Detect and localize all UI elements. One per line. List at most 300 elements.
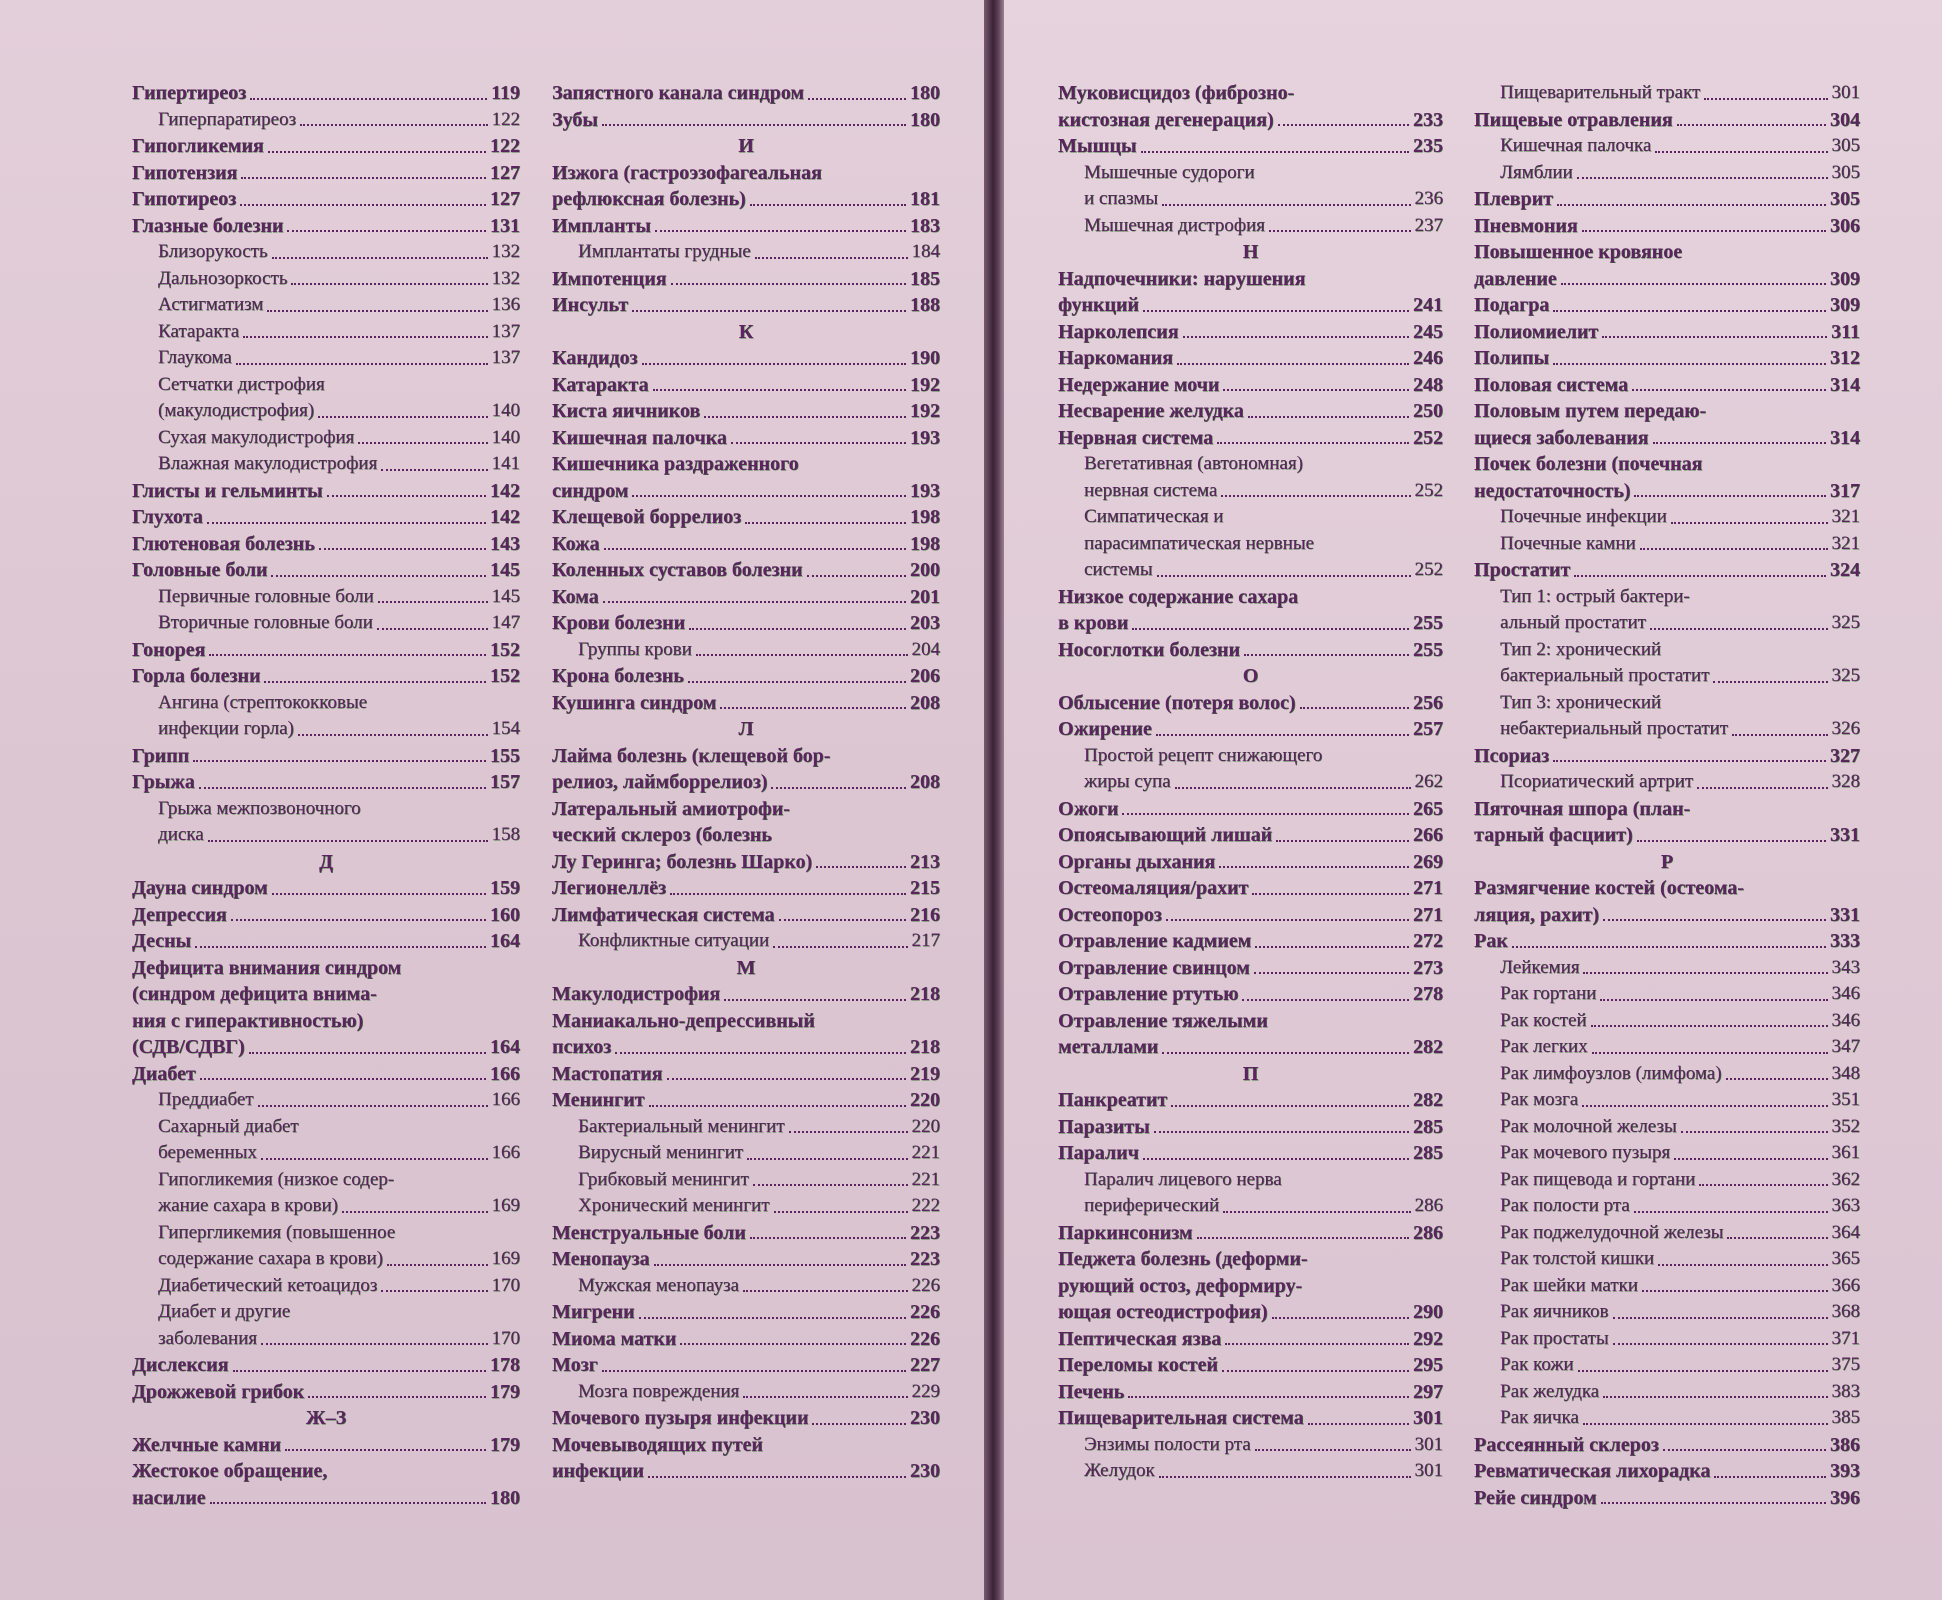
index-subentry <box>132 319 520 346</box>
entry-title: Гипогликемия (низкое содер- <box>158 1168 395 1190</box>
book-gutter <box>984 0 1004 1600</box>
entry-title: Опоясывающий лишай <box>1058 824 1273 846</box>
entry-title: Группы крови <box>578 638 692 660</box>
entry-title: Дальнозоркость <box>158 267 288 289</box>
entry-title: Крона болезнь <box>552 665 684 687</box>
dot-leader <box>632 310 906 312</box>
entry-title: Мужская менопауза <box>578 1274 739 1296</box>
page-number: 368 <box>1831 1301 1860 1322</box>
dot-leader <box>1217 442 1409 444</box>
index-entry <box>1474 213 1860 240</box>
dot-leader <box>632 495 906 497</box>
dot-leader <box>1553 363 1826 365</box>
dot-leader <box>1242 999 1409 1001</box>
index-entry <box>1058 1008 1443 1035</box>
dot-leader <box>319 548 486 550</box>
page-number: 272 <box>1413 930 1443 952</box>
dot-leader <box>680 1343 906 1345</box>
dot-leader <box>648 1476 906 1478</box>
dot-leader <box>1704 98 1827 100</box>
page-number: 140 <box>491 400 520 421</box>
page-number: 127 <box>490 161 520 184</box>
entry-title: Глухота <box>132 506 203 528</box>
dot-leader <box>812 1423 906 1425</box>
index-subentry <box>132 1246 520 1273</box>
page-number: 137 <box>491 347 520 368</box>
entry-title: Ревматическая лихорадка <box>1474 1460 1711 1482</box>
index-entry <box>1058 902 1443 929</box>
entry-title: насилие <box>132 1486 206 1509</box>
index-entry <box>552 557 940 584</box>
index-entry <box>1058 345 1443 372</box>
entry-title: психоз <box>552 1036 612 1058</box>
index-entry <box>1474 292 1860 319</box>
page-number: 201 <box>910 585 940 608</box>
entry-title: Мочевыводящих путей <box>552 1433 763 1456</box>
page-number: 393 <box>1830 1460 1860 1482</box>
entry-title: Вегетативная (автономная) <box>1084 453 1303 474</box>
page-number: 184 <box>911 241 940 262</box>
index-entry <box>1474 266 1860 293</box>
index-entry <box>552 981 940 1008</box>
page-number: 218 <box>910 983 940 1005</box>
entry-title: Сахарный диабет <box>158 1115 299 1137</box>
dot-leader <box>808 98 906 100</box>
entry-title: Грибковый менингит <box>578 1168 749 1190</box>
entry-title: (синдром дефицита внима- <box>132 983 377 1005</box>
page-number: 193 <box>910 426 940 449</box>
dot-leader <box>387 1264 488 1266</box>
index-subentry <box>1474 1061 1860 1088</box>
entry-title: Рак простаты <box>1500 1327 1609 1349</box>
entry-title: ющая остеодистрофия) <box>1058 1301 1268 1323</box>
index-entry <box>1058 266 1443 293</box>
index-entry <box>1058 398 1443 425</box>
entry-title: Жестокое обращение, <box>132 1460 328 1482</box>
dot-leader <box>1613 1343 1828 1345</box>
index-entry <box>552 902 940 929</box>
index-entry <box>132 1352 520 1379</box>
entry-title: Гипотиреоз <box>132 188 237 210</box>
index-entry <box>552 345 940 372</box>
page-number: 236 <box>1414 188 1443 209</box>
entry-title: Астигматизм <box>158 294 264 315</box>
dot-leader <box>1583 972 1827 974</box>
dot-leader <box>1225 1343 1409 1345</box>
index-column-2 <box>552 80 940 1485</box>
dot-leader <box>207 522 486 524</box>
page-number: 169 <box>491 1195 520 1216</box>
page-number: 229 <box>911 1380 940 1402</box>
dot-leader <box>1727 1237 1827 1239</box>
index-subentry <box>1058 557 1443 584</box>
entry-title: Недержание мочи <box>1058 373 1220 396</box>
entry-title: Сухая макулодистрофия <box>158 426 355 448</box>
index-entry <box>552 1326 940 1353</box>
entry-title: Рак полости рта <box>1500 1195 1630 1216</box>
index-entry <box>132 1485 520 1512</box>
page-number: 192 <box>910 373 940 396</box>
index-entry <box>1058 107 1443 134</box>
entry-title: функций <box>1058 294 1139 316</box>
dot-leader <box>771 787 906 789</box>
page-number: 169 <box>491 1248 520 1269</box>
page-number: 227 <box>910 1354 940 1376</box>
entry-title: Пневмония <box>1474 214 1578 237</box>
entry-title: релиоз, лаймборрелиоз) <box>552 771 768 793</box>
index-entry <box>552 478 940 505</box>
page-number: 305 <box>1830 188 1860 210</box>
dot-leader <box>696 654 908 656</box>
page-number: 363 <box>1831 1195 1860 1216</box>
entry-title: Горла болезни <box>132 665 261 687</box>
dot-leader <box>1574 575 1826 577</box>
dot-leader <box>342 1211 488 1213</box>
dot-leader <box>807 575 906 577</box>
entry-title: Псориатический артрит <box>1500 771 1694 792</box>
entry-title: Кожа <box>552 532 600 555</box>
page-number: 314 <box>1830 373 1860 396</box>
entry-title: Кома <box>552 585 599 608</box>
dot-leader <box>789 1131 908 1133</box>
entry-title: в крови <box>1058 612 1129 634</box>
page-number: 321 <box>1831 532 1860 554</box>
page-number: 271 <box>1413 903 1443 926</box>
entry-title: Конфликтные ситуации <box>578 930 770 951</box>
index-entry <box>552 531 940 558</box>
entry-title: Рак гортани <box>1500 983 1597 1004</box>
entry-title: Половая система <box>1474 373 1629 396</box>
page-number: 285 <box>1413 1115 1443 1138</box>
index-entry <box>552 213 940 240</box>
index-entry <box>1474 451 1860 478</box>
page-number: 179 <box>490 1380 520 1403</box>
index-subentry <box>132 239 520 266</box>
page-number: 221 <box>911 1168 940 1190</box>
page-number: 250 <box>1413 400 1443 422</box>
entry-title: Крови болезни <box>552 612 686 634</box>
dot-leader <box>1154 1131 1409 1133</box>
dot-leader <box>1308 1423 1409 1425</box>
entry-title: Пищевые отравления <box>1474 108 1673 131</box>
entry-title: Муковисцидоз (фиброзно- <box>1058 82 1295 104</box>
index-entry <box>1474 345 1860 372</box>
entry-title: Рассеянный склероз <box>1474 1433 1659 1456</box>
letter-heading: Н <box>1242 241 1259 263</box>
entry-title: Рак <box>1474 930 1508 952</box>
index-subentry <box>1474 637 1860 664</box>
entry-title: Рак мозга <box>1500 1089 1579 1110</box>
dot-leader <box>1602 336 1827 338</box>
dot-leader <box>195 946 486 948</box>
entry-title: Дефицита внимания синдром <box>132 956 402 979</box>
page-number: 317 <box>1830 479 1860 502</box>
entry-title: Тип 2: хронический <box>1500 638 1662 660</box>
entry-title: Плеврит <box>1474 188 1553 210</box>
entry-title: Паразиты <box>1058 1115 1150 1138</box>
dot-leader <box>377 628 488 630</box>
index-subentry <box>132 345 520 372</box>
entry-title: Дрожжевой грибок <box>132 1380 305 1403</box>
index-subentry <box>1058 743 1443 770</box>
dot-leader <box>1162 204 1411 206</box>
page-number: 331 <box>1830 903 1860 926</box>
index-entry <box>552 690 940 717</box>
index-column-1 <box>132 80 520 1511</box>
entry-title: нервная система <box>1084 479 1218 501</box>
dot-leader <box>243 336 487 338</box>
index-entry <box>1474 478 1860 505</box>
index-subentry <box>1474 160 1860 187</box>
entry-title: Пищеварительный тракт <box>1500 82 1701 103</box>
index-subentry <box>132 107 520 134</box>
page-number: 122 <box>491 108 520 130</box>
entry-title: Вирусный менингит <box>578 1142 744 1163</box>
index-entry <box>132 1379 520 1406</box>
dot-leader <box>1219 866 1409 868</box>
dot-leader <box>755 257 908 259</box>
page-number: 346 <box>1831 983 1860 1004</box>
dot-leader <box>236 363 488 365</box>
index-subentry <box>1474 769 1860 796</box>
index-entry <box>132 80 520 107</box>
dot-leader <box>1143 310 1409 312</box>
index-subentry <box>132 425 520 452</box>
entry-title: Глютеновая болезнь <box>132 532 315 555</box>
dot-leader <box>1655 151 1827 153</box>
page-number: 158 <box>491 824 520 845</box>
entry-title: Рак кожи <box>1500 1354 1574 1375</box>
dot-leader <box>358 442 487 444</box>
entry-title: Имплантаты грудные <box>578 241 751 262</box>
index-entry <box>1474 186 1860 213</box>
entry-title: Переломы костей <box>1058 1354 1218 1376</box>
index-entry <box>552 1087 940 1114</box>
index-entry <box>552 1299 940 1326</box>
page-number: 200 <box>910 559 940 581</box>
page-number: 185 <box>910 267 940 290</box>
entry-title: Дауна синдром <box>132 877 268 899</box>
index-entry <box>1058 1220 1443 1247</box>
entry-title: Несварение желудка <box>1058 400 1244 422</box>
index-entry <box>1058 133 1443 160</box>
entry-title: Рак костей <box>1500 1009 1587 1031</box>
dot-leader <box>667 1078 907 1080</box>
index-entry <box>1058 292 1443 319</box>
page-number: 328 <box>1831 771 1860 792</box>
page-number: 292 <box>1413 1327 1443 1350</box>
index-subentry <box>132 584 520 611</box>
entry-title: Влажная макулодистрофия <box>158 453 378 474</box>
page-number: 220 <box>910 1089 940 1111</box>
dot-leader <box>1252 893 1409 895</box>
letter-heading: Л <box>738 718 754 740</box>
index-subentry <box>1474 1193 1860 1220</box>
entry-title: Диабетический кетоацидоз <box>158 1274 378 1296</box>
page-number: 170 <box>491 1274 520 1296</box>
dot-leader <box>1713 681 1827 683</box>
page-number: 143 <box>490 532 520 555</box>
page-number: 166 <box>491 1089 520 1110</box>
index-subentry <box>1474 504 1860 531</box>
index-entry <box>1058 610 1443 637</box>
entry-title: Рак лимфоузлов (лимфома) <box>1500 1062 1722 1084</box>
index-subentry <box>1474 716 1860 743</box>
index-entry <box>132 928 520 955</box>
dot-leader <box>1642 1290 1828 1292</box>
dot-leader <box>743 1396 907 1398</box>
index-subentry <box>1058 504 1443 531</box>
page-number: 306 <box>1830 214 1860 237</box>
page-number: 269 <box>1413 850 1443 873</box>
index-entry <box>1474 425 1860 452</box>
entry-title: кистозная дегенерация) <box>1058 108 1274 131</box>
page-number: 255 <box>1413 612 1443 634</box>
index-entry <box>1058 1114 1443 1141</box>
page-number: 290 <box>1413 1301 1443 1323</box>
page-number: 226 <box>910 1327 940 1350</box>
index-subentry <box>552 1193 940 1220</box>
entry-title: рующий остоз, деформиру- <box>1058 1274 1303 1297</box>
dot-leader <box>720 707 906 709</box>
entry-title: Первичные головные боли <box>158 585 374 607</box>
entry-title: Бактериальный менингит <box>578 1115 785 1137</box>
dot-leader <box>1300 707 1409 709</box>
page-number: 257 <box>1413 718 1443 740</box>
index-entry <box>552 1246 940 1273</box>
page-number: 325 <box>1831 612 1860 633</box>
page-number: 226 <box>911 1274 940 1296</box>
index-entry <box>1058 875 1443 902</box>
index-subentry <box>132 266 520 293</box>
index-subentry <box>1058 769 1443 796</box>
entry-title: Печень <box>1058 1380 1125 1403</box>
dot-leader <box>1653 442 1826 444</box>
index-subentry <box>552 1140 940 1167</box>
index-subentry <box>1474 1220 1860 1247</box>
page-number: 375 <box>1831 1354 1860 1375</box>
dot-leader <box>378 601 488 603</box>
index-entry <box>1474 1432 1860 1459</box>
page-number: 286 <box>1413 1221 1443 1244</box>
dot-leader <box>233 1370 486 1372</box>
entry-title: Гипогликемия <box>132 135 264 157</box>
entry-title: Диабет и другие <box>158 1301 291 1322</box>
dot-leader <box>816 866 906 868</box>
page-number: 170 <box>491 1327 520 1349</box>
dot-leader <box>750 1237 906 1239</box>
index-subentry <box>1474 1114 1860 1141</box>
entry-title: Надпочечники: нарушения <box>1058 267 1306 290</box>
index-subentry <box>552 239 940 266</box>
dot-leader <box>287 230 486 232</box>
entry-title: инфекции горла) <box>158 718 294 739</box>
page-number: 352 <box>1831 1115 1860 1137</box>
entry-title: Миома матки <box>552 1327 677 1350</box>
index-entry <box>132 1008 520 1035</box>
page-number: 208 <box>910 691 940 714</box>
dot-leader <box>272 893 486 895</box>
entry-title: Лейкемия <box>1500 956 1580 978</box>
index-subentry <box>132 372 520 399</box>
index-subentry <box>1058 186 1443 213</box>
index-entry <box>1474 319 1860 346</box>
page-number: 233 <box>1413 108 1443 131</box>
entry-title: (макулодистрофия) <box>158 400 315 421</box>
page-number: 178 <box>490 1354 520 1376</box>
page-number: 266 <box>1413 824 1443 846</box>
entry-title: Маниакально-депрессивный <box>552 1009 815 1032</box>
dot-leader <box>688 681 906 683</box>
page-number: 301 <box>1414 1433 1443 1455</box>
dot-leader <box>1697 787 1827 789</box>
entry-title: парасимпатическая нервные <box>1084 532 1314 554</box>
dot-leader <box>602 124 906 126</box>
entry-title: Ангина (стрептококковые <box>158 691 368 713</box>
page-number: 343 <box>1831 956 1860 978</box>
index-entry <box>552 1008 940 1035</box>
entry-title: Макулодистрофия <box>552 983 721 1005</box>
index-entry <box>552 584 940 611</box>
page-number: 295 <box>1413 1354 1443 1376</box>
dot-leader <box>1553 760 1826 762</box>
entry-title: Зубы <box>552 108 598 131</box>
dot-leader <box>604 548 906 550</box>
entry-title: Подагра <box>1474 294 1550 316</box>
page-number: 361 <box>1831 1142 1860 1163</box>
dot-leader <box>745 522 906 524</box>
entry-title: Лимфатическая система <box>552 903 775 926</box>
dot-leader <box>731 442 906 444</box>
entry-title: Глазные болезни <box>132 214 284 237</box>
index-entry <box>132 478 520 505</box>
dot-leader <box>1221 495 1410 497</box>
index-subentry <box>552 1114 940 1141</box>
index-entry <box>1058 1087 1443 1114</box>
index-column-3 <box>1058 80 1443 1485</box>
index-subentry <box>132 1193 520 1220</box>
entry-title: Гиперпаратиреоз <box>158 108 296 130</box>
entry-title: Гипотензия <box>132 161 238 184</box>
entry-title: Рак яичка <box>1500 1407 1579 1428</box>
dot-leader <box>1175 787 1411 789</box>
page-number: 252 <box>1414 479 1443 501</box>
page-number: 282 <box>1413 1089 1443 1111</box>
entry-title: Мигрени <box>552 1301 635 1323</box>
index-subentry <box>132 796 520 823</box>
index-entry <box>552 849 940 876</box>
index-subentry <box>1474 663 1860 690</box>
entry-title: Облысение (потеря волос) <box>1058 691 1296 714</box>
page-number: 204 <box>911 638 940 660</box>
index-subentry <box>1474 1352 1860 1379</box>
page-number: 140 <box>491 426 520 448</box>
dot-leader <box>1177 363 1409 365</box>
page-number: 137 <box>491 320 520 342</box>
index-entry <box>1474 902 1860 929</box>
page-number: 145 <box>491 585 520 607</box>
dot-leader <box>1255 1449 1411 1451</box>
index-entry <box>552 743 940 770</box>
dot-leader <box>1732 734 1827 736</box>
page-number: 219 <box>910 1062 940 1085</box>
index-entry <box>132 769 520 796</box>
index-entry <box>1058 584 1443 611</box>
dot-leader <box>300 124 488 126</box>
page-number: 282 <box>1413 1036 1443 1058</box>
dot-leader <box>1223 1211 1410 1213</box>
index-entry <box>132 1458 520 1485</box>
